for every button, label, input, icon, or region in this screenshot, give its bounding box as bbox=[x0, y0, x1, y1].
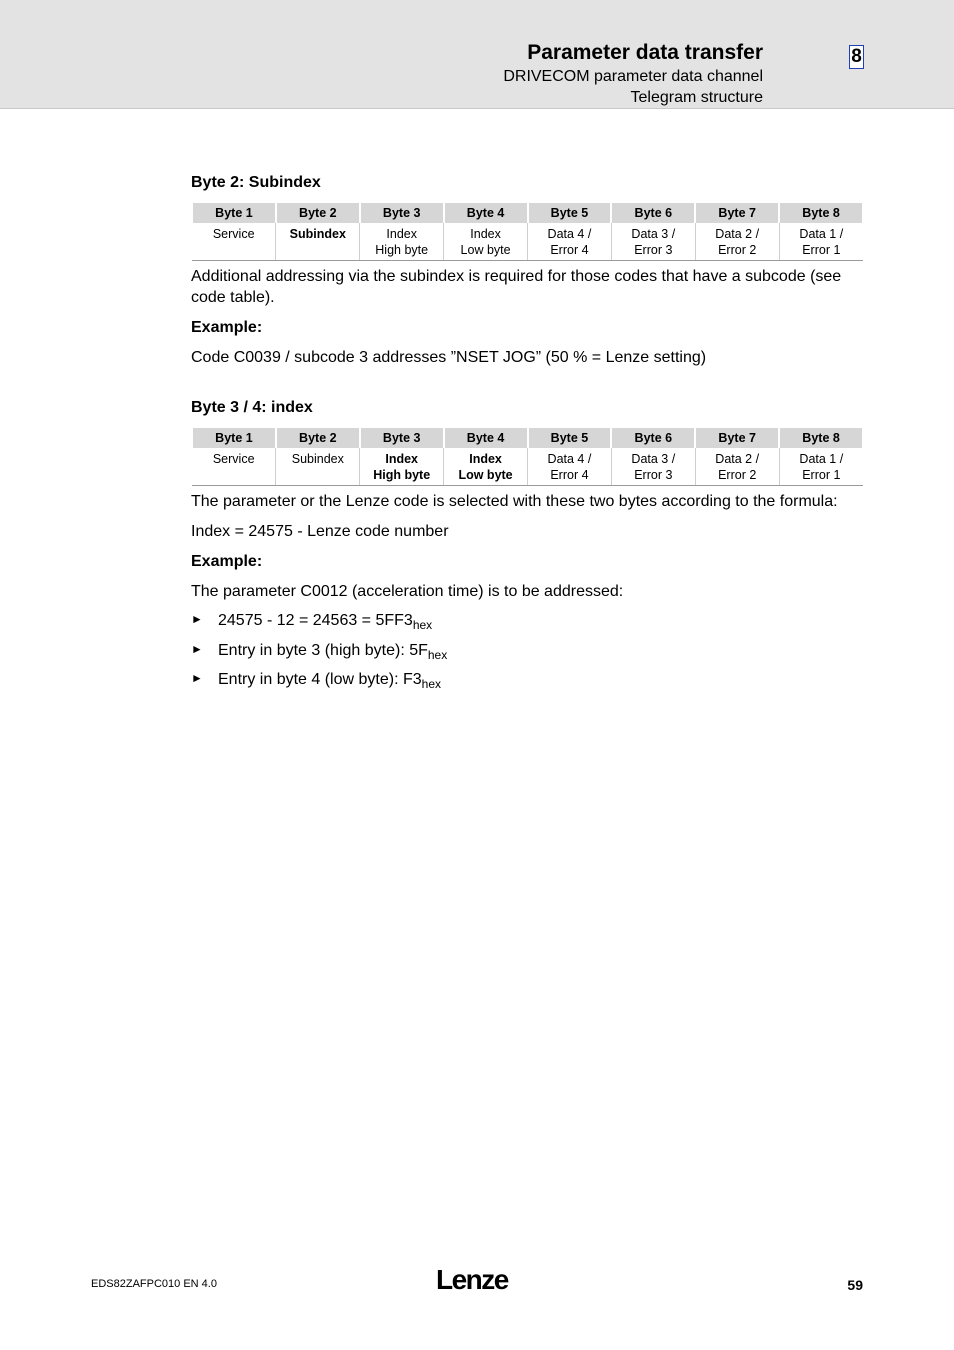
table-cell bbox=[360, 223, 444, 261]
table-header-cell: Byte 3 bbox=[360, 203, 444, 223]
bullet-arrow-icon: ► bbox=[191, 612, 203, 626]
table-cell bbox=[528, 223, 612, 261]
table-cell bbox=[192, 448, 276, 486]
example-label: Example: bbox=[191, 319, 263, 336]
table-header-cell: Byte 6 bbox=[611, 203, 695, 223]
table-header-cell: Byte 4 bbox=[444, 203, 528, 223]
cell-line: Service bbox=[212, 227, 255, 241]
table-cell bbox=[695, 448, 779, 486]
cell-line: Data 1 / bbox=[799, 452, 844, 466]
cell-line: High byte bbox=[375, 243, 429, 257]
subscript-hex: hex bbox=[427, 648, 448, 662]
cell-line: Low byte bbox=[458, 468, 513, 482]
list-item-main: 24575 - 12 = 24563 = 5FF3 bbox=[218, 612, 413, 629]
cell-line: Index bbox=[385, 452, 419, 466]
cell-line: Error 2 bbox=[718, 243, 757, 257]
bullet-arrow-icon: ► bbox=[191, 671, 203, 685]
table-cell bbox=[611, 448, 695, 486]
page-number: 59 bbox=[847, 1277, 863, 1293]
cell-line: Data 3 / bbox=[631, 227, 676, 241]
table-cell bbox=[528, 448, 612, 486]
subscript-hex: hex bbox=[421, 677, 441, 691]
cell-line: High byte bbox=[373, 468, 431, 482]
header-title: Parameter data transfer bbox=[527, 41, 763, 64]
subindex-byte-table bbox=[191, 203, 864, 261]
lenze-logo: Lenze bbox=[436, 1264, 508, 1295]
cell-line: Subindex bbox=[289, 227, 346, 241]
table-header-cell: Byte 6 bbox=[611, 428, 695, 448]
table-cell-highlighted bbox=[276, 223, 360, 261]
table-header-cell: Byte 1 bbox=[192, 428, 276, 448]
list-item-text bbox=[218, 642, 447, 662]
example-label: Example: bbox=[191, 553, 263, 570]
table-cell bbox=[779, 448, 863, 486]
cell-line: Subindex bbox=[291, 452, 344, 466]
cell-line: Error 1 bbox=[802, 243, 841, 257]
cell-line: Data 4 / bbox=[547, 452, 592, 466]
index-byte-table bbox=[191, 428, 864, 486]
table-cell-highlighted bbox=[360, 448, 444, 486]
table-row bbox=[192, 448, 863, 486]
table-header-cell: Byte 3 bbox=[360, 428, 444, 448]
index-formula: Index = 24575 - Lenze code number bbox=[191, 523, 449, 540]
cell-line: Data 1 / bbox=[799, 227, 844, 241]
bullet-arrow-icon: ► bbox=[191, 642, 203, 656]
header-subtitle-structure: Telegram structure bbox=[630, 89, 763, 106]
table-row bbox=[192, 223, 863, 261]
table-cell bbox=[611, 223, 695, 261]
cell-line: Error 3 bbox=[634, 243, 673, 257]
table-header-row bbox=[192, 428, 863, 448]
subscript-hex: hex bbox=[412, 618, 433, 632]
section-heading-subindex: Byte 2: Subindex bbox=[191, 174, 321, 191]
table-cell bbox=[444, 223, 528, 261]
cell-line: Error 2 bbox=[718, 468, 757, 482]
page-header bbox=[0, 0, 954, 109]
list-item-text bbox=[218, 612, 432, 632]
header-subtitle-channel: DRIVECOM parameter data channel bbox=[503, 68, 763, 85]
table-cell bbox=[276, 448, 360, 486]
table-header-cell: Byte 2 bbox=[276, 203, 360, 223]
table-header-cell: Byte 8 bbox=[779, 428, 863, 448]
table-header-row bbox=[192, 203, 863, 223]
index-description: The parameter or the Lenze code is selected with these two bytes according to the formula: bbox=[191, 493, 838, 510]
cell-line: Error 1 bbox=[802, 468, 841, 482]
cell-line: Error 4 bbox=[550, 468, 589, 482]
cell-line: Data 2 / bbox=[715, 452, 760, 466]
cell-line: Error 3 bbox=[634, 468, 673, 482]
table-cell-highlighted bbox=[444, 448, 528, 486]
table-cell bbox=[695, 223, 779, 261]
chapter-number-badge[interactable]: 8 bbox=[849, 45, 864, 69]
cell-line: Data 4 / bbox=[547, 227, 592, 241]
subindex-description: Additional addressing via the subindex is required for those codes that have a subcode (see code table). bbox=[191, 268, 842, 306]
table-header-cell: Byte 4 bbox=[444, 428, 528, 448]
subindex-example-text: Code C0039 / subcode 3 addresses ”NSET JOG” (50 % = Lenze setting) bbox=[191, 349, 707, 366]
table-header-cell: Byte 5 bbox=[528, 428, 612, 448]
cell-line: Index bbox=[470, 227, 501, 241]
index-example-text: The parameter C0012 (acceleration time) is to be addressed: bbox=[191, 583, 624, 600]
cell-line: Index bbox=[386, 227, 417, 241]
table-cell bbox=[192, 223, 276, 261]
list-item-text bbox=[218, 671, 441, 691]
table-header-cell: Byte 8 bbox=[779, 203, 863, 223]
cell-line: Service bbox=[212, 452, 255, 466]
cell-line: Low byte bbox=[460, 243, 511, 257]
table-header-cell: Byte 7 bbox=[695, 203, 779, 223]
table-header-cell: Byte 7 bbox=[695, 428, 779, 448]
cell-line: Data 2 / bbox=[715, 227, 760, 241]
cell-line: Error 4 bbox=[550, 243, 589, 257]
list-item-main: Entry in byte 4 (low byte): F3 bbox=[218, 671, 422, 688]
table-header-cell: Byte 2 bbox=[276, 428, 360, 448]
table-cell bbox=[779, 223, 863, 261]
section-heading-index: Byte 3 / 4: index bbox=[191, 399, 313, 416]
footer-document-id: EDS82ZAFPC010 EN 4.0 bbox=[91, 1278, 217, 1290]
table-header-cell: Byte 1 bbox=[192, 203, 276, 223]
cell-line: Data 3 / bbox=[631, 452, 676, 466]
list-item-main: Entry in byte 3 (high byte): 5F bbox=[218, 642, 428, 659]
table-header-cell: Byte 5 bbox=[528, 203, 612, 223]
cell-line: Index bbox=[469, 452, 502, 466]
